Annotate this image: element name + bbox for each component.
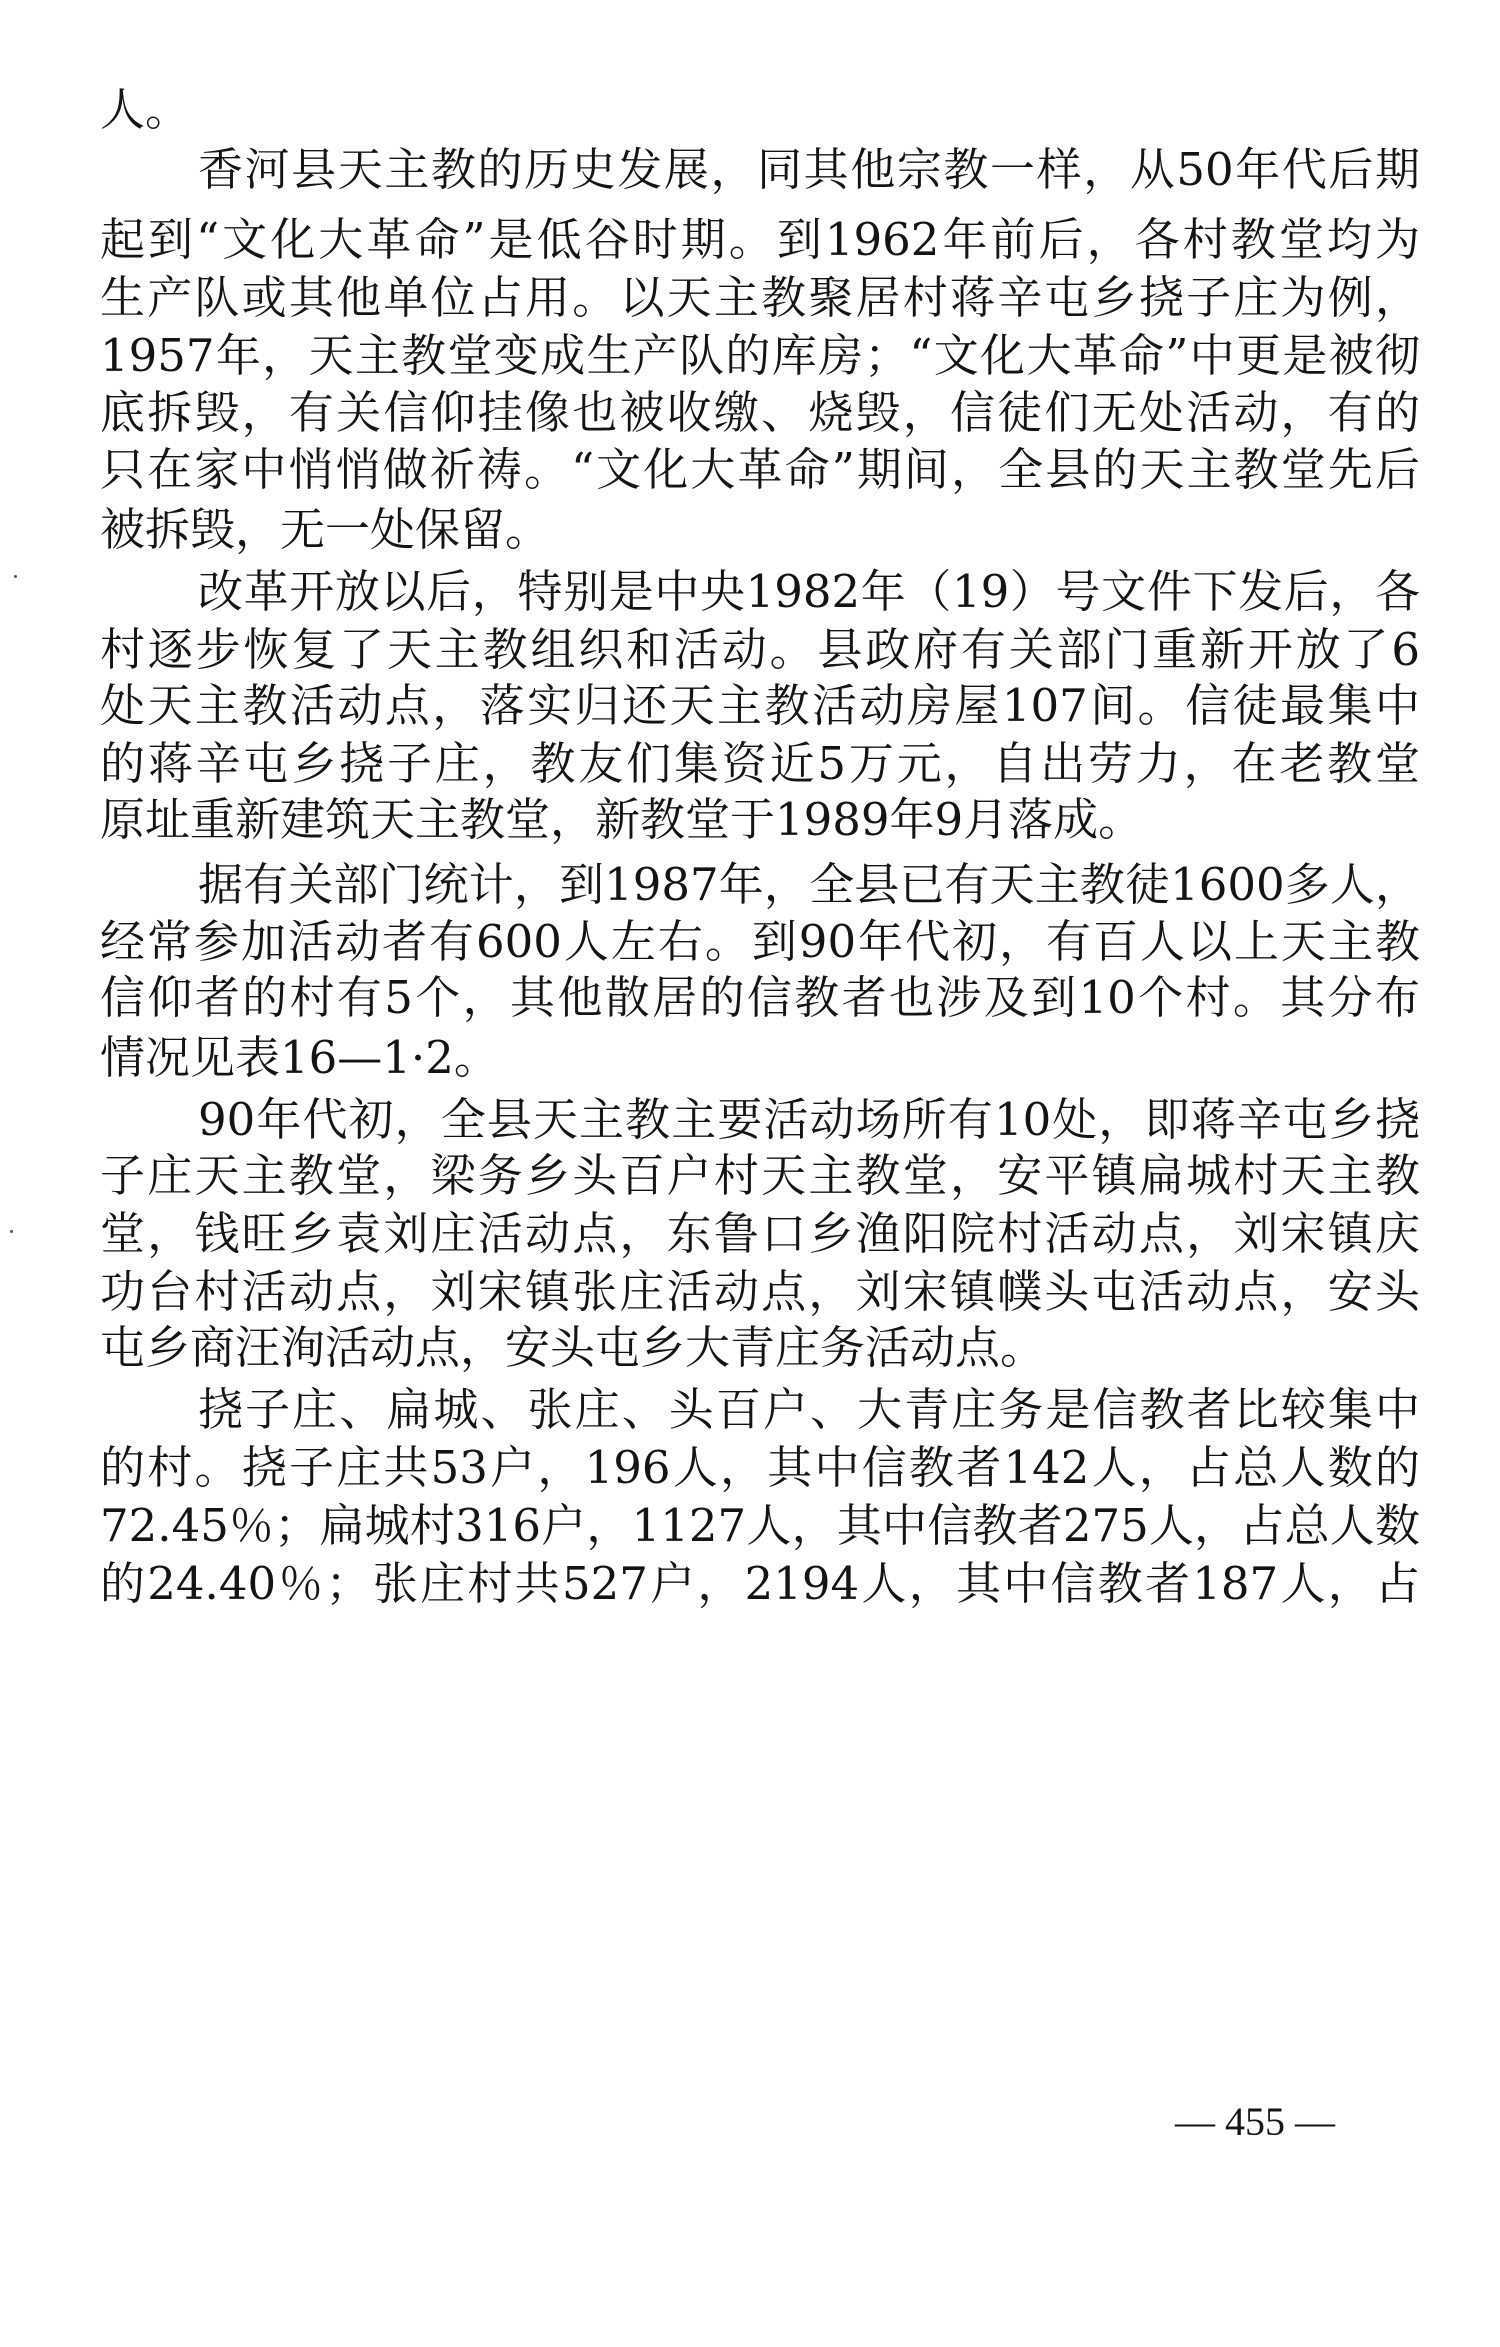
text-line: 村逐步恢复了天主教组织和活动。县政府有关部门重新开放了6 xyxy=(100,623,1420,676)
text-line: 原址重新建筑天主教堂，新教堂于1989年9月落成。 xyxy=(100,793,1144,846)
paragraph-start-line: 挠子庄、扁城、张庄、头百户、大青庄务是信教者比较集中 xyxy=(198,1383,1420,1436)
text-line: 底拆毁，有关信仰挂像也被收缴、烧毁，信徒们无处活动，有的 xyxy=(100,386,1420,439)
text-line: 堂，钱旺乡袁刘庄活动点，东鲁口乡渔阳院村活动点，刘宋镇庆 xyxy=(100,1207,1420,1260)
paragraph-start-line: 90年代初，全县天主教主要活动场所有10处，即蒋辛屯乡挠 xyxy=(198,1093,1420,1146)
text-line: 72.45％；扁城村316户，1127人，其中信教者275人，占总人数 xyxy=(100,1499,1420,1552)
text-line: 子庄天主教堂，梁务乡头百户村天主教堂，安平镇扁城村天主教 xyxy=(100,1149,1420,1202)
text-line: 的24.40％；张庄村共527户，2194人，其中信教者187人，占 xyxy=(100,1557,1420,1610)
text-line: 只在家中悄悄做祈祷。“文化大革命”期间，全县的天主教堂先后 xyxy=(100,443,1420,496)
text-line: 被拆毁，无一处保留。 xyxy=(100,503,551,556)
text-line: 的蒋辛屯乡挠子庄，教友们集资近5万元，自出劳力，在老教堂 xyxy=(100,737,1420,790)
scan-speck xyxy=(10,1230,13,1233)
text-line: 起到“文化大革命”是低谷时期。到1962年前后，各村教堂均为 xyxy=(100,213,1420,266)
page-number: — 455 — xyxy=(1175,2099,1335,2144)
paragraph-start-line: 香河县天主教的历史发展，同其他宗教一样，从50年代后期 xyxy=(198,143,1420,196)
text-line: 功台村活动点，刘宋镇张庄活动点，刘宋镇幞头屯活动点，安头 xyxy=(100,1265,1420,1318)
text-line: 情况见表16—1·2。 xyxy=(100,1031,499,1084)
text-line: 经常参加活动者有600人左右。到90年代初，有百人以上天主教 xyxy=(100,915,1420,968)
text-line: 1957年，天主教堂变成生产队的库房；“文化大革命”中更是被彻 xyxy=(100,329,1420,382)
paragraph-start-line: 改革开放以后，特别是中央1982年（19）号文件下发后，各 xyxy=(198,565,1420,618)
text-line: 的村。挠子庄共53户，196人，其中信教者142人，占总人数的 xyxy=(100,1441,1420,1494)
scan-speck xyxy=(14,575,17,578)
text-line: 屯乡商汪洵活动点，安头屯乡大青庄务活动点。 xyxy=(100,1321,1046,1374)
text-line: 处天主教活动点，落实归还天主教活动房屋107间。信徒最集中 xyxy=(100,679,1420,732)
text-line: 生产队或其他单位占用。以天主教聚居村蒋辛屯乡挠子庄为例， xyxy=(100,271,1420,324)
text-line: 人。 xyxy=(100,83,191,136)
paragraph-start-line: 据有关部门统计，到1987年，全县已有天主教徒1600多人， xyxy=(198,858,1420,911)
text-line: 信仰者的村有5个，其他散居的信教者也涉及到10个村。其分布 xyxy=(100,971,1420,1024)
